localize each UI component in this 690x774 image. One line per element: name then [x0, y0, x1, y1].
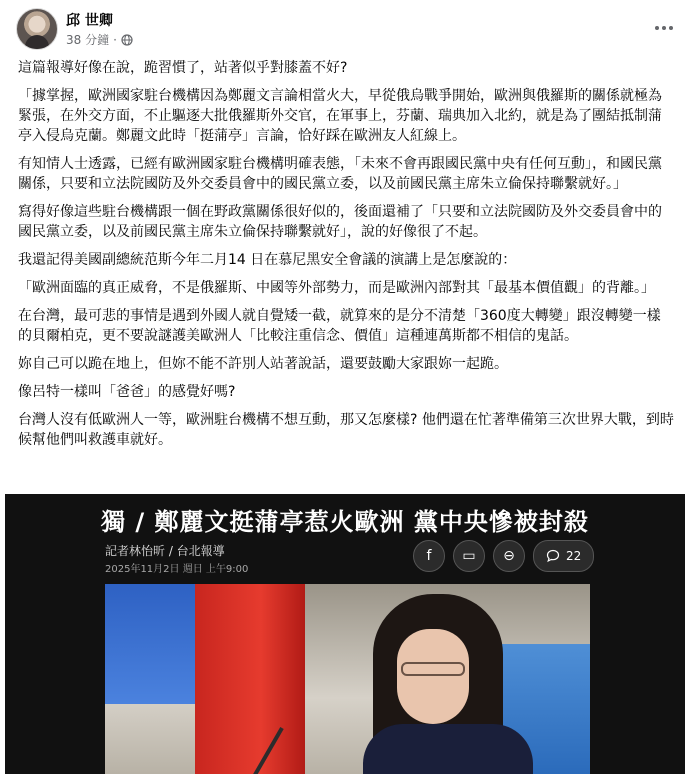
- post-paragraph: 在台灣，最可悲的事情是遇到外國人就自覺矮一截，就算來的是分不清楚「360度大轉變」跟沒轉變一樣的貝爾柏克，更不要說謎護美歐洲人「比較注重信念、價值」這種連萬斯都不相信的鬼話。: [18, 308, 661, 344]
- avatar[interactable]: [16, 8, 58, 50]
- line-icon[interactable]: ▭: [453, 540, 485, 572]
- post-paragraph: 這篇報導好像在說，跪習慣了，站著似乎對膝蓋不好?: [18, 60, 348, 76]
- comment-count: 22: [566, 549, 582, 563]
- more-dot-icon: [662, 26, 666, 30]
- post-time[interactable]: 38 分鐘: [66, 33, 110, 47]
- article-screenshot[interactable]: [5, 494, 685, 774]
- article-headline: 獨 / 鄭麗文挺蒲亭惹火歐洲 黨中央慘被封殺: [101, 508, 589, 536]
- post-paragraph: 台灣人沒有低歐洲人一等，歐洲駐台機構不想互動，那又怎麼樣? 他們還在忙著準備第三次世界大戰，到時候幫他們叫救護車就好。: [18, 412, 674, 448]
- post-paragraph: 寫得好像這些駐台機構跟一個在野政黨關係很好似的，後面還補了「只要和立法院國防及外交委員會中的國民黨立委，以及前國民黨主席朱立倫保持聯繫就好」，說的好像很了不起。: [18, 204, 662, 240]
- post-text: [18, 58, 674, 458]
- article-dateline: 2025年11月2日 週日 上午9:00: [105, 564, 249, 575]
- author-name[interactable]: 邱 世卿: [66, 13, 113, 29]
- link-icon[interactable]: ⊖: [493, 540, 525, 572]
- meta-separator: ·: [113, 32, 117, 47]
- post-paragraph: 「歐洲面臨的真正威脅，不是俄羅斯、中國等外部勢力，而是歐洲內部對其「最基本價值觀」的背離。」: [18, 280, 655, 296]
- more-dot-icon: [669, 26, 673, 30]
- comment-count-button[interactable]: [533, 540, 594, 572]
- post-meta: [66, 31, 133, 48]
- globe-icon: [121, 34, 133, 46]
- article-byline: 記者林怡昕 / 台北報導: [105, 544, 225, 558]
- facebook-icon[interactable]: f: [413, 540, 445, 572]
- comment-bubble-icon: [546, 549, 560, 563]
- post-paragraph: 像呂特一樣叫「爸爸」的感覺好嗎?: [18, 384, 236, 400]
- post-header: [0, 0, 690, 56]
- post-paragraph: 妳自己可以跪在地上，但妳不能不許別人站著說話，還要鼓勵大家跟妳一起跪。: [18, 356, 508, 372]
- more-options-button[interactable]: [650, 14, 678, 42]
- more-dot-icon: [655, 26, 659, 30]
- post-paragraph: 我還記得美國副總統范斯今年二月14 日在慕尼黑安全會議的演講上是怎麼說的：: [18, 252, 517, 268]
- article-photo: [105, 584, 590, 774]
- post-paragraph: 有知情人士透露，已經有歐洲國家駐台機構明確表態，「未來不會再跟國民黨中央有任何互動」，和國民黨關係，只要和立法院國防及外交委員會中的國民黨立委，以及前國民黨主席朱立倫保持聯繫就好。」: [18, 156, 662, 192]
- post-paragraph: 「據掌握，歐洲國家駐台機構因為鄭麗文言論相當火大，早從俄烏戰爭開始，歐洲與俄羅斯的關係就極為緊張，在外交方面，不止驅逐大批俄羅斯外交官，在軍事上，芬蘭、瑞典加入北約，就是為了團結抵制蒲亭入侵烏克蘭。鄭麗文此時「挺蒲亭」言論，恰好踩在歐洲友人紅線上。: [18, 88, 662, 144]
- share-icons: [413, 540, 594, 572]
